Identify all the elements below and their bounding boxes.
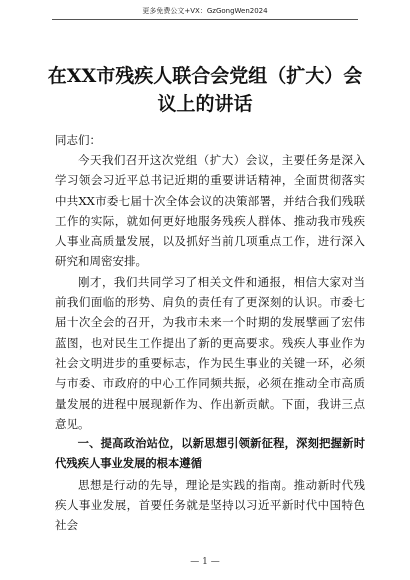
- header-divider: [52, 19, 358, 20]
- paragraph-context: 刚才，我们共同学习了相关文件和通报，相信大家对当前我们面临的形势、肩负的责任有了更深刻的认识。市委七届十次全会的召开，为我市未来一个时期的发展擘画了宏伟蓝图，也对民生工作提出了新的更高要求。残疾人事业作为社会文明进步的重要标志，作为民生事业的关键一环，必须与市委、市政府的中心工作同频共振，必须在推动全市高质量发展的进程中展现新作为、作出新贡献。下面，我讲三点意见。: [55, 274, 365, 431]
- section-heading-1: 一、提高政治站位，以新思想引领新征程，深刻把握新时代残疾人事业发展的根本遵循: [55, 437, 365, 471]
- paragraph-section-1: 思想是行动的先导，理论是实践的指南。推动新时代残疾人事业发展，首要任务就是坚持以习近平新时代中国特色社会: [55, 477, 365, 533]
- page-number: — 1 —: [190, 557, 220, 567]
- header-text: 更多免费公文+VX：GzGongWen2024: [142, 7, 268, 15]
- document-body: [55, 150, 365, 536]
- paragraph-intro: 今天我们召开这次党组（扩大）会议，主要任务是深入学习领会习近平总书记近期的重要讲话精神，全面贯彻落实中共XX市委七届十次全体会议的决策部署，并结合我们残联工作的实际，就如何更好地服务残疾人群体、推动我市残疾人事业高质量发展，以及抓好当前几项重点工作，进行深入研究和周密安排。: [55, 153, 365, 269]
- document-title: 在XX市残疾人联合会党组（扩大）会议上的讲话: [47, 65, 363, 115]
- salutation: 同志们：: [55, 133, 101, 147]
